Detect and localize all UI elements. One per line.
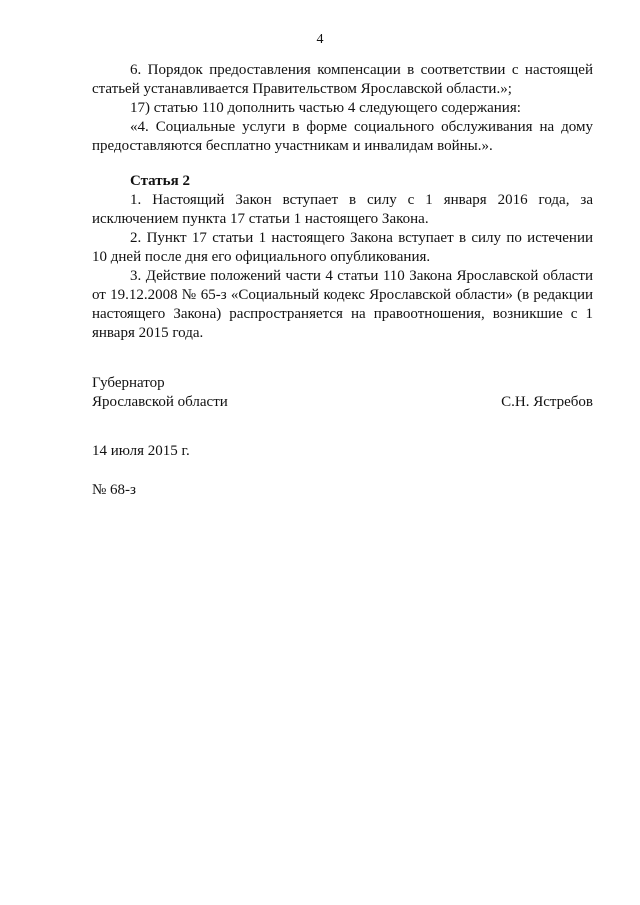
- signatory-position-line-2: Ярославской области: [92, 394, 228, 410]
- signatory-position-line-1: Губернатор: [92, 375, 165, 391]
- article-2-paragraph-1: 1. Настоящий Закон вступает в силу с 1 января 2016 года, за исключением пункта 17 статьи 1 настоящего Закона.: [92, 192, 593, 227]
- article-2-paragraph-3: 3. Действие положений части 4 статьи 110 Закона Ярославской области от 19.12.2008 № 65-з «Социальный кодекс Ярославской области» (в редакции настоящего Закона) распространяется на правоотношения, возникшие с 1 января 2015 года.: [92, 268, 593, 341]
- law-number: № 68-з: [92, 482, 136, 498]
- document-body: [92, 61, 593, 343]
- paragraph-social-services: «4. Социальные услуги в форме социального обслуживания на дому предоставляются бесплатно участникам и инвалидам войны.».: [92, 119, 593, 154]
- article-2-paragraph-2: 2. Пункт 17 статьи 1 настоящего Закона вступает в силу по истечении 10 дней после дня его официального опубликования.: [92, 230, 593, 265]
- signatory-name: С.Н. Ястребов: [501, 394, 593, 410]
- page-number: 4: [316, 32, 324, 47]
- paragraph-compensation-order: 6. Порядок предоставления компенсации в соответствии с настоящей статьей устанавливается Правительством Ярославской области.»;: [92, 62, 593, 97]
- article-2-title: Статья 2: [130, 173, 190, 189]
- signing-date: 14 июля 2015 г.: [92, 443, 190, 459]
- paragraph-article-110-amendment: 17) статью 110 дополнить частью 4 следующего содержания:: [130, 100, 521, 116]
- signature-block: [92, 374, 593, 412]
